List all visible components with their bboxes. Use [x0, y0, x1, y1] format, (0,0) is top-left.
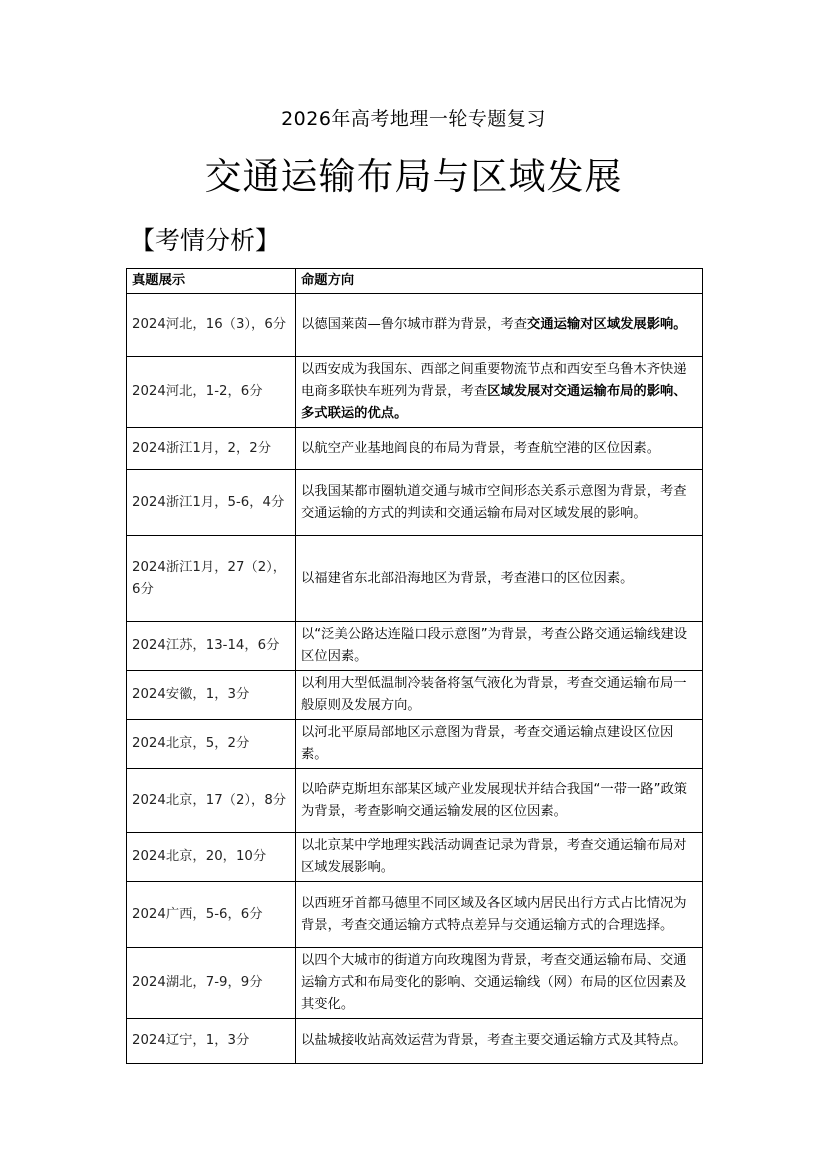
source-cell: 2024安徽，1，3分 — [127, 671, 296, 720]
direction-cell: 以四个大城市的街道方向玫瑰图为背景，考查交通运输布局、交通运输方式和布局变化的影响、交通运输线（网）布局的区位因素及其变化。 — [296, 948, 703, 1019]
exam-analysis-table — [126, 268, 703, 1064]
table-row — [127, 470, 703, 536]
direction-cell — [296, 294, 703, 357]
direction-cell: 以河北平原局部地区示意图为背景，考查交通运输点建设区位因素。 — [296, 720, 703, 769]
table-header-row — [127, 269, 703, 294]
column-header-source: 真题展示 — [127, 269, 296, 294]
table-row — [127, 769, 703, 833]
direction-text: 以西安成为我国东、西部之间重要物流节点和西安至乌鲁木齐快递电商多联快车班列为背景，考查 — [301, 362, 687, 399]
direction-cell: 以哈萨克斯坦东部某区域产业发展现状并结合我国“一带一路”政策为背景，考查影响交通运输发展的区位因素。 — [296, 769, 703, 833]
table-row — [127, 948, 703, 1019]
table-row — [127, 536, 703, 622]
direction-text: 以德国莱茵—鲁尔城市群为背景，考查 — [301, 317, 528, 332]
source-cell: 2024江苏，13-14，6分 — [127, 622, 296, 671]
direction-cell: 以“泛美公路达连隘口段示意图”为背景，考查公路交通运输线建设区位因素。 — [296, 622, 703, 671]
table-row — [127, 833, 703, 882]
document-title: 交通运输布局与区域发展 — [204, 155, 623, 198]
source-cell: 2024北京，17（2），8分 — [127, 769, 296, 833]
source-cell: 2024浙江1月，27（2），6分 — [127, 536, 296, 622]
source-cell: 2024湖北，7-9，9分 — [127, 948, 296, 1019]
source-cell: 2024河北，1-2，6分 — [127, 357, 296, 428]
table-row — [127, 882, 703, 948]
direction-cell: 以航空产业基地阎良的布局为背景，考查航空港的区位因素。 — [296, 428, 703, 470]
direction-cell: 以西班牙首都马德里不同区域及各区域内居民出行方式占比情况为背景，考查交通运输方式特点差异与交通运输方式的合理选择。 — [296, 882, 703, 948]
section-heading: 【考情分析】 — [130, 226, 281, 255]
table-row — [127, 671, 703, 720]
column-header-direction: 命题方向 — [296, 269, 703, 294]
source-cell: 2024广西，5-6，6分 — [127, 882, 296, 948]
table-row — [127, 357, 703, 428]
direction-cell: 以盐城接收站高效运营为背景，考查主要交通运输方式及其特点。 — [296, 1019, 703, 1064]
table-row — [127, 622, 703, 671]
direction-emphasis: 区域发展对交通运输布局的影响、多式联运的优点。 — [301, 384, 687, 421]
direction-cell — [296, 357, 703, 428]
direction-emphasis: 交通运输对区域发展影响。 — [527, 317, 687, 332]
source-cell: 2024河北，16（3），6分 — [127, 294, 296, 357]
direction-cell: 以利用大型低温制冷装备将氢气液化为背景，考查交通运输布局一般原则及发展方向。 — [296, 671, 703, 720]
source-cell: 2024辽宁，1，3分 — [127, 1019, 296, 1064]
direction-cell: 以我国某都市圈轨道交通与城市空间形态关系示意图为背景，考查交通运输的方式的判读和交通运输布局对区域发展的影响。 — [296, 470, 703, 536]
source-cell: 2024浙江1月，2，2分 — [127, 428, 296, 470]
table-row — [127, 1019, 703, 1064]
direction-cell: 以北京某中学地理实践活动调查记录为背景，考查交通运输布局对区域发展影响。 — [296, 833, 703, 882]
table-row — [127, 294, 703, 357]
source-cell: 2024北京，5，2分 — [127, 720, 296, 769]
table-row — [127, 720, 703, 769]
source-cell: 2024浙江1月，5-6，4分 — [127, 470, 296, 536]
document-subtitle: 2026年高考地理一轮专题复习 — [281, 108, 546, 130]
table-row — [127, 428, 703, 470]
direction-cell: 以福建省东北部沿海地区为背景，考查港口的区位因素。 — [296, 536, 703, 622]
source-cell: 2024北京，20，10分 — [127, 833, 296, 882]
